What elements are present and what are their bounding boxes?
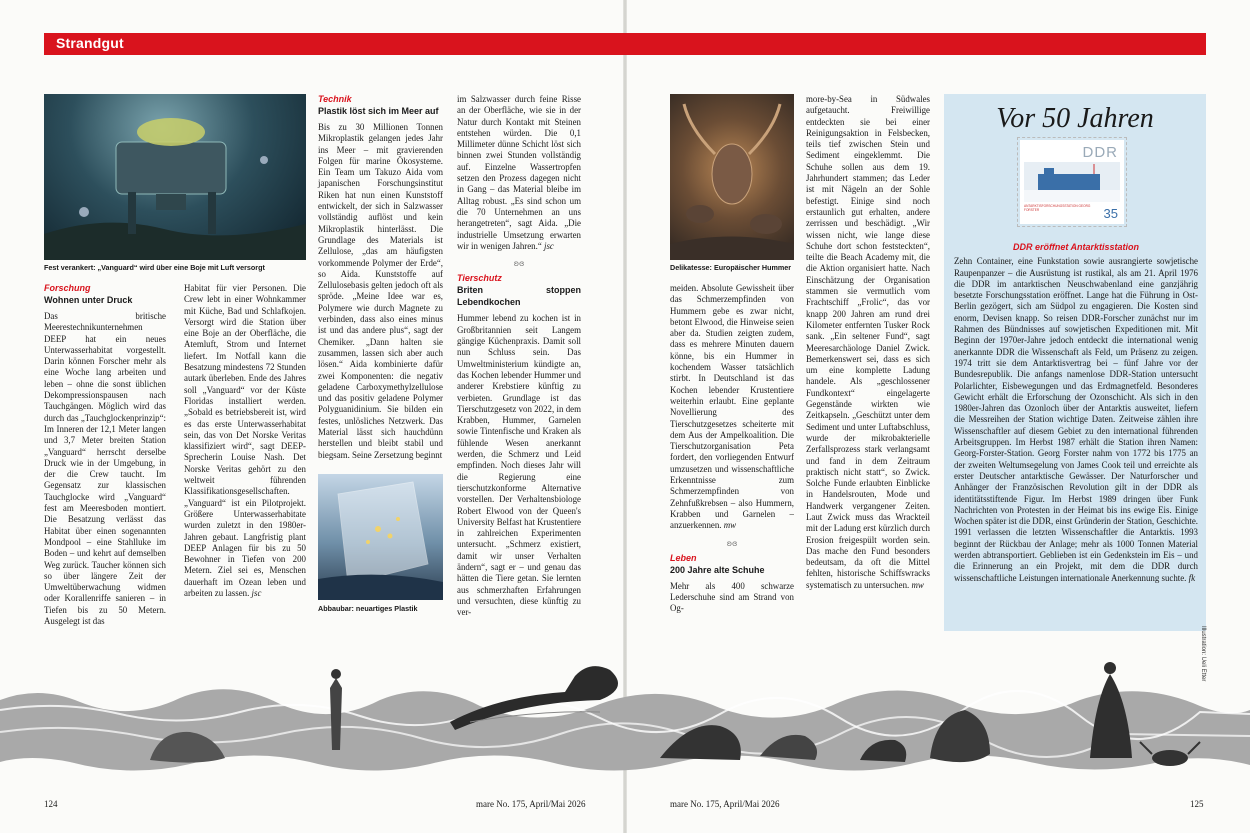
section-title: Strandgut xyxy=(56,35,124,51)
forschung-text-1: Das britische Meerestechnikunternehmen DEEP hat ein neues Unterwasserhabitat vorgestellt. Darin können Forscher mehr als eine Woche lang arbeiten und leben – ohne die sonst üblichen Dekompressionspausen nach Tauchgängen. Möglich wird das durch das „Tauchglockenprinzip“: Im Inneren der 12,1 Meter langen und 3,7 Meter breiten Station „Vanguard“ herrscht derselbe Druck wie in der Umgebung, in der die Crew taucht. Im Gegensatz zur klassischen Tauchglocke wird „Vanguard“ fest am Meeresboden montiert. Die Besatzung verlässt das Habitat über einen sogenannten Mondpool – eine Stahlluke im Boden – und kehrt auf demselben Weg zurück. Taucher können sich so über längere Zeit der Umweltüberwachung widmen oder Korallenriffe sanieren – in Tiefen bis zu 50 Metern. Ausgelegt ist das xyxy=(44,311,166,627)
page-number-right: 125 xyxy=(1190,799,1204,809)
column-1 xyxy=(44,283,166,627)
lobster-illustration xyxy=(670,94,794,260)
stamp-value: 35 xyxy=(1103,206,1118,221)
forschung-text-2: Habitat für vier Personen. Die Crew lebt in einer Wohnkammer mit Küche, Bad und Schlafkojen. Versorgt wird die Station über eine Boje an der Oberfläche, die Atemluft, Strom und Internet liefert. Im Notfall kann die Besatzung mindestens 72 Stunden autark überleben. Ende des Jahres soll „Vanguard“ vor der Küste Floridas installiert werden. „Sobald es betriebsbereit ist, wird es das erste Unterwasserhabitat sein, das von Det Norske Veritas klassifiziert wird“, sagt DEEP-Sprecherin Louise Nash. Det Norske Veritas gehört zu den weltweit führenden Klassifikationsgesellschaften. „Vanguard“ ist ein Pilotprojekt. Größere Unterwasserhabitate wurden zuletzt in den 1980er-Jahren gebaut. Langfristig plant DEEP Anlagen für bis zu 50 Bewohner in Tiefen von 200 Metern. Ziel sei es, Menschen dauerhaft im Ozean leben und arbeiten zu lassen. xyxy=(184,283,306,599)
technik-text-1: Bis zu 30 Millionen Tonnen Mikroplastik gelangen jedes Jahr ins Meer – mit gravierenden Folgen für marine Ökosysteme. Ein Team um Takuzo Aida vom japanischen Forschungsinstitut Riken hat nun einen Kunststoff entwickelt, der sich in Salzwasser vollständig auflöst und kein Mikroplastik hinterlässt. Die Grundlage des Materials ist Zellulose, „das am häufigsten vorkommende Polymer der Erde“, so Aida. Kunststoffe auf Zellulosebasis gelten jedoch oft als spröde. „Meine Idee war es, Polymere wie durch Magnete zu verbinden, dass also eines minus ist und das andere plus“, sagt der Chemiker. „Dann halten sie zusammen, lassen sich aber auch lösen.“ Aida kombinierte dafür zwei Komponenten: die negativ geladene Carboxymethylzellulose und das positiv geladene Polymer Polyguanidinium. Sie bilden ein festes, unlösliches Netzwerk. Das Material lässt sich hauchdünn herstellen und bleibt stabil und biegsam. Seine Zersetzung beginnt xyxy=(318,122,443,460)
technik-kicker: Technik xyxy=(318,94,352,104)
technik-sign: jsc xyxy=(544,240,554,251)
tierschutz-headline: Briten stoppen Lebendkochen xyxy=(457,285,581,308)
seafloor-illustration xyxy=(0,630,1250,790)
ornament-1: ʚɞ xyxy=(513,259,525,269)
tierschutz-sign: mw xyxy=(723,520,737,531)
stamp-country: DDR xyxy=(1082,144,1118,161)
sidebar-headline: DDR eröffnet Antarktisstation xyxy=(1012,242,1139,252)
section-banner xyxy=(44,33,1206,55)
issue-info-left: mare No. 175, April/Mai 2026 xyxy=(476,799,586,809)
habitat-illustration xyxy=(44,94,306,260)
column-2 xyxy=(184,283,306,613)
tierschutz-text-1: Hummer lebend zu kochen ist in Großbritannien seit Langem gängige Küchenpraxis. Damit soll nun Schluss sein. Das Umweltministerium kündigte an, das Kochen lebender Hummer und anderer Krebstiere künftig zu verbieten. Grundlage ist das Tierschutzgesetz von 2022, in dem Krabben, Hummer, Garnelen sowie Tintenfische und Kraken als fühlende Wesen anerkannt werden, die Schmerz und Leid empfinden. Noch dieses Jahr will die Regierung eine tierschutzkonforme Alternative vorstellen. Der Verhaltensbiologe Robert Elwood von der Queen's University Belfast hat Krustentiere in zahlreichen Experimenten untersucht. „Schmerz existiert, damit wir unser Verhalten ändern“, sagt er – und genau das hätten die Tiere getan. Sie lernten aus schmerzhaften Erfahrungen und versuchten, diese künftig zu ver- xyxy=(457,313,581,618)
leben-kicker: Leben xyxy=(670,552,697,563)
column-6 xyxy=(806,94,930,614)
lobster-photo-caption: Delikatesse: Europäischer Hummer xyxy=(670,263,792,272)
stamp-caption: ANTARKTISFORSCHUNGSSTATION GEORG FORSTER xyxy=(1024,204,1091,212)
sidebar-text: Zehn Container, eine Funkstation sowie ausrangierte sowjetische Raupenpanzer – die Ausrüstung ist rustikal, als am 21. April 1976 die DDR im antarktischen Neuschwabenland eine ganzjährig besetzte Forschungsstation eröffnet. Lange hat die Führung in Ost-Berlin gezögert, sich am Südpol zu engagieren. Die Kosten sind enorm, Devisen knapp. So reisen DDR-Forscher zunächst nur im Rahmen des Bündnisses auf sowjetischen Expeditionen mit. Mit Beginn der 1970er-Jahre jedoch entdeckt die international wenig anerkannte DDR die Wissenschaft als Feld, um Präsenz zu zeigen. 1974 tritt sie dem Antarktisvertrag bei – fünf Jahre vor der Bundesrepublik. Die anfangs namenlose DDR-Station untersucht Polarlichter, Eisbewegungen und das Erdmagnetfeld. Besonderes Gewicht erhält die Erforschung der Ozonschicht. Als sich in den 1980er-Jahren das Ozonloch über der Antarktis ausweitet, liefern die Messreihen der Station wichtige Daten. Zeitweise zählen ihre Wissenschaftler auf diesem Gebiet zu den international führenden Arbeitsgruppen. Im Herbst 1987 erhält die Station ihren Namen: Georg-Forster-Station. Georg Forster nahm von 1772 bis 1775 an der zweiten Weltumsegelung von James Cook teil und erreichte als erster Deutscher antarktische Gewässer. Der Naturforscher und Anhänger der Französischen Revolution gilt in der DDR als identitätsstiftende Figur. Im Herbst 1989 dringen über Funk Nachrichten von Protesten in der Heimat bis ins ewige Eis. Einige Wochen später ist die DDR, einst Gründerin der Station, Geschichte. 1991 verlassen die letzten Wissenschaftler die Antarktis. 1993 beginnt der Rückbau der Anlage; mehr als 1000 Tonnen Material werden abtransportiert. Geblieben ist ein Gedenkstein im Eis – und die Erinnerung an ein Projekt, mit dem die DDR durch wissenschaftliche Leistungen internationale Anerkennung suchte. xyxy=(954,256,1198,583)
plastic-photo xyxy=(318,474,443,600)
tierschutz-kicker: Tierschutz xyxy=(457,273,502,284)
forschung-headline: Wohnen unter Druck xyxy=(44,295,133,305)
leben-sign: mw xyxy=(911,579,924,590)
sidebar-title: Vor 50 Jahren xyxy=(996,103,1154,134)
sidebar-body xyxy=(954,242,1198,584)
illustration-credit: Illustration: Ueli Etter xyxy=(1200,626,1206,682)
tierschutz-text-2: meiden. Absolute Gewissheit über das Schmerzempfinden von Hummern gebe es zwar nicht, betont Elwood, die Hinweise seien aber da. Studien zeigten zudem, dass es mehrere Minuten dauern könne, bis ein Hummer in kochendem Wasser tatsächlich stirbt. In Deutschland ist das Kochen lebender Krustentiere weiterhin erlaubt. Eine geplante Novellierung des Tierschutzgesetzes scheiterte mit dem Aus der Ampelkoalition. Die Tierschutzorganisation Peta fordert, den vorliegenden Entwurf umzusetzen und wissenschaftliche Erkenntnisse zum Schmerzempfinden von Zehnfußkrebsen – also Hummern, Krabben und Garnelen – anzuerkennen. xyxy=(670,283,794,531)
plastic-film-illustration xyxy=(318,474,443,600)
column-3 xyxy=(318,94,443,470)
leben-headline: 200 Jahre alte Schuhe xyxy=(670,564,765,575)
column-5 xyxy=(670,283,794,613)
forschung-sign: jsc xyxy=(251,588,262,599)
leben-text-1: Mehr als 400 schwarze Lederschuhe sind am Strand von Og- xyxy=(670,580,794,614)
habitat-photo xyxy=(44,94,306,260)
ornament-2: ʚɞ xyxy=(726,538,738,548)
lobster-photo xyxy=(670,94,794,260)
leben-text-2: more-by-Sea in Südwales aufgetaucht. Freiwillige entdeckten sie bei einer Reinigungsaktion in Felsbecken, teils tief zwischen Stein und Sediment eingeklemmt. Die Schuhe sollen aus dem 19. Jahrhundert stammen; das Leder ist mit Nägeln an der Sohle befestigt. Einige sind noch erstaunlich gut erhalten, andere zerrissen und beschädigt. „Wir wissen nicht, wie lange diese Schuhe dort schon feststeckten“, teilte die Beach Academy mit, die die Aktion organisiert hatte. Nach Einschätzung der Organisation stammen sie vermutlich vom Frachtschiff „Frolic“, das vor knapp 200 Jahren am rund drei Kilometer entfernten Tusker Rock sank. „Ein seltener Fund“, sagt Meeresarchäologe Daniel Zwick. Bemerkenswert sei, dass es sich um eine komplette Ladung handele. Als „geschlossener Fundkontext“ eingelagerte Gegenstände wirkten wie Zeitkapseln. „Geschützt unter dem Sediment und unter Luftabschluss, wurde der mikrobakterielle Zerfallsprozess stark verlangsamt und fand in dem Zeitraum praktisch nicht statt“, so Zwick. Solche Funde erlaubten Einblicke in Handelsrouten, Mode und Handwerk vergangener Zeiten. Laut Zwick muss das Wrackteil mit der Ladung erst kürzlich durch Erosion freigespült worden sein. Das mache den Fund besonders bedeutsam, da oft die Mittel fehlten, historische Schiffswracks systematisch zu untersuchen. xyxy=(806,94,930,590)
column-4 xyxy=(457,94,581,618)
station-drawing xyxy=(1024,162,1120,202)
sidebar-sign: fk xyxy=(1188,572,1196,583)
habitat-photo-caption: Fest verankert: „Vanguard“ wird über eine Boje mit Luft versorgt xyxy=(44,263,265,272)
technik-headline: Plastik löst sich im Meer auf xyxy=(318,106,439,116)
forschung-kicker: Forschung xyxy=(44,283,91,293)
sidebar-vor-50-jahren xyxy=(944,94,1206,631)
issue-info-right: mare No. 175, April/Mai 2026 xyxy=(670,799,780,809)
ddr-stamp xyxy=(1020,140,1124,224)
plastic-photo-caption: Abbaubar: neuartiges Plastik xyxy=(318,604,418,613)
page-number-left: 124 xyxy=(44,799,58,809)
technik-text-2: im Salzwasser durch feine Risse an der Oberfläche, wie sie in der Natur durch Kontakt mit Steinen entstehen würden. Die 0,1 Millimeter dünne Schicht löst sich binnen zwei Stunden vollständig auf. Einzelne Wassertropfen setzen den Prozess dagegen nicht in Gang – das Material bleibe im Alltag robust. „Es sind schon um die 70 Unternehmen an uns herangetreten“, sagt Aida. „Die industrielle Umsetzung erwarten wir in wenigen Jahren.“ xyxy=(457,94,581,251)
